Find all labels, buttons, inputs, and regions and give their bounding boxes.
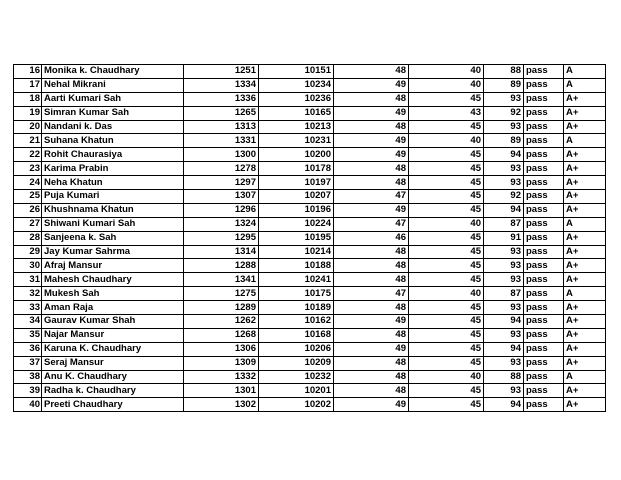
table-row (14, 356, 606, 370)
symbol-number-cell: 1297 (184, 176, 259, 190)
result-cell: pass (524, 176, 564, 190)
result-cell: pass (524, 328, 564, 342)
total-marks-cell: 93 (484, 356, 524, 370)
marks-first-cell: 49 (334, 203, 409, 217)
registration-number-cell: 10231 (259, 134, 334, 148)
symbol-number-cell: 1251 (184, 65, 259, 79)
table-body (14, 65, 606, 412)
marks-first-cell: 49 (334, 342, 409, 356)
result-cell: pass (524, 301, 564, 315)
marks-first-cell: 47 (334, 190, 409, 204)
marks-second-cell: 45 (409, 315, 484, 329)
marks-first-cell: 47 (334, 217, 409, 231)
table-row (14, 162, 606, 176)
table-row (14, 92, 606, 106)
registration-number-cell: 10206 (259, 342, 334, 356)
registration-number-cell: 10200 (259, 148, 334, 162)
marks-second-cell: 45 (409, 176, 484, 190)
symbol-number-cell: 1331 (184, 134, 259, 148)
grade-cell: A+ (564, 273, 606, 287)
serial-number-cell: 33 (14, 301, 42, 315)
marks-second-cell: 45 (409, 120, 484, 134)
student-name-cell: Karuna K. Chaudhary (42, 342, 184, 356)
symbol-number-cell: 1300 (184, 148, 259, 162)
marks-second-cell: 45 (409, 342, 484, 356)
symbol-number-cell: 1334 (184, 78, 259, 92)
marks-first-cell: 49 (334, 134, 409, 148)
marks-first-cell: 48 (334, 301, 409, 315)
marks-second-cell: 45 (409, 301, 484, 315)
symbol-number-cell: 1268 (184, 328, 259, 342)
table-row (14, 203, 606, 217)
marks-first-cell: 47 (334, 287, 409, 301)
grade-cell: A+ (564, 106, 606, 120)
grade-cell: A (564, 370, 606, 384)
marks-first-cell: 48 (334, 120, 409, 134)
serial-number-cell: 23 (14, 162, 42, 176)
registration-number-cell: 10188 (259, 259, 334, 273)
registration-number-cell: 10234 (259, 78, 334, 92)
grade-cell: A (564, 78, 606, 92)
result-cell: pass (524, 203, 564, 217)
registration-number-cell: 10178 (259, 162, 334, 176)
table-row (14, 328, 606, 342)
student-name-cell: Karima Prabin (42, 162, 184, 176)
table-row (14, 259, 606, 273)
grade-cell: A+ (564, 356, 606, 370)
student-name-cell: Nandani k. Das (42, 120, 184, 134)
total-marks-cell: 92 (484, 106, 524, 120)
student-name-cell: Jay Kumar Sahrma (42, 245, 184, 259)
marks-first-cell: 49 (334, 398, 409, 412)
student-name-cell: Aman Raja (42, 301, 184, 315)
serial-number-cell: 35 (14, 328, 42, 342)
registration-number-cell: 10168 (259, 328, 334, 342)
result-cell: pass (524, 78, 564, 92)
marks-first-cell: 48 (334, 356, 409, 370)
marks-first-cell: 49 (334, 315, 409, 329)
registration-number-cell: 10241 (259, 273, 334, 287)
result-cell: pass (524, 259, 564, 273)
result-cell: pass (524, 384, 564, 398)
student-name-cell: Preeti Chaudhary (42, 398, 184, 412)
table-row (14, 106, 606, 120)
marks-second-cell: 40 (409, 78, 484, 92)
serial-number-cell: 20 (14, 120, 42, 134)
total-marks-cell: 94 (484, 342, 524, 356)
result-cell: pass (524, 120, 564, 134)
student-name-cell: Radha k. Chaudhary (42, 384, 184, 398)
serial-number-cell: 32 (14, 287, 42, 301)
registration-number-cell: 10232 (259, 370, 334, 384)
table-row (14, 398, 606, 412)
serial-number-cell: 17 (14, 78, 42, 92)
grade-cell: A+ (564, 190, 606, 204)
registration-number-cell: 10202 (259, 398, 334, 412)
marks-first-cell: 48 (334, 273, 409, 287)
registration-number-cell: 10162 (259, 315, 334, 329)
result-cell: pass (524, 231, 564, 245)
student-name-cell: Simran Kumar Sah (42, 106, 184, 120)
marks-first-cell: 48 (334, 384, 409, 398)
table-row (14, 273, 606, 287)
result-cell: pass (524, 370, 564, 384)
grade-cell: A+ (564, 301, 606, 315)
table-row (14, 342, 606, 356)
marks-second-cell: 45 (409, 398, 484, 412)
symbol-number-cell: 1278 (184, 162, 259, 176)
table-row (14, 370, 606, 384)
marks-second-cell: 40 (409, 65, 484, 79)
grade-cell: A+ (564, 176, 606, 190)
grade-cell: A+ (564, 162, 606, 176)
serial-number-cell: 27 (14, 217, 42, 231)
student-name-cell: Shiwani Kumari Sah (42, 217, 184, 231)
total-marks-cell: 93 (484, 120, 524, 134)
table-row (14, 190, 606, 204)
serial-number-cell: 22 (14, 148, 42, 162)
symbol-number-cell: 1306 (184, 342, 259, 356)
student-name-cell: Afraj Mansur (42, 259, 184, 273)
symbol-number-cell: 1336 (184, 92, 259, 106)
total-marks-cell: 91 (484, 231, 524, 245)
total-marks-cell: 94 (484, 315, 524, 329)
student-name-cell: Monika k. Chaudhary (42, 65, 184, 79)
marks-second-cell: 40 (409, 217, 484, 231)
result-table (13, 64, 606, 412)
result-cell: pass (524, 356, 564, 370)
grade-cell: A+ (564, 315, 606, 329)
result-cell: pass (524, 245, 564, 259)
marks-second-cell: 40 (409, 287, 484, 301)
marks-second-cell: 45 (409, 92, 484, 106)
result-cell: pass (524, 398, 564, 412)
total-marks-cell: 88 (484, 370, 524, 384)
student-name-cell: Nehal Mikrani (42, 78, 184, 92)
marks-second-cell: 45 (409, 190, 484, 204)
marks-second-cell: 45 (409, 273, 484, 287)
marks-second-cell: 45 (409, 328, 484, 342)
serial-number-cell: 40 (14, 398, 42, 412)
total-marks-cell: 94 (484, 398, 524, 412)
total-marks-cell: 93 (484, 273, 524, 287)
marks-second-cell: 45 (409, 231, 484, 245)
symbol-number-cell: 1265 (184, 106, 259, 120)
serial-number-cell: 31 (14, 273, 42, 287)
marks-first-cell: 46 (334, 231, 409, 245)
marks-first-cell: 48 (334, 328, 409, 342)
result-cell: pass (524, 287, 564, 301)
grade-cell: A+ (564, 120, 606, 134)
total-marks-cell: 93 (484, 162, 524, 176)
result-cell: pass (524, 65, 564, 79)
serial-number-cell: 36 (14, 342, 42, 356)
student-name-cell: Najar Mansur (42, 328, 184, 342)
serial-number-cell: 28 (14, 231, 42, 245)
marks-second-cell: 45 (409, 245, 484, 259)
marks-second-cell: 45 (409, 356, 484, 370)
grade-cell: A+ (564, 342, 606, 356)
student-name-cell: Gaurav Kumar Shah (42, 315, 184, 329)
grade-cell: A+ (564, 328, 606, 342)
marks-first-cell: 48 (334, 259, 409, 273)
total-marks-cell: 89 (484, 134, 524, 148)
table-row (14, 384, 606, 398)
student-name-cell: Seraj Mansur (42, 356, 184, 370)
result-cell: pass (524, 315, 564, 329)
total-marks-cell: 87 (484, 217, 524, 231)
table-row (14, 245, 606, 259)
total-marks-cell: 92 (484, 190, 524, 204)
student-name-cell: Sanjeena k. Sah (42, 231, 184, 245)
serial-number-cell: 29 (14, 245, 42, 259)
table-row (14, 301, 606, 315)
result-cell: pass (524, 106, 564, 120)
marks-second-cell: 40 (409, 370, 484, 384)
marks-first-cell: 49 (334, 106, 409, 120)
result-cell: pass (524, 92, 564, 106)
student-name-cell: Mukesh Sah (42, 287, 184, 301)
grade-cell: A+ (564, 92, 606, 106)
table-row (14, 78, 606, 92)
registration-number-cell: 10201 (259, 384, 334, 398)
student-name-cell: Neha Khatun (42, 176, 184, 190)
grade-cell: A+ (564, 231, 606, 245)
registration-number-cell: 10165 (259, 106, 334, 120)
result-cell: pass (524, 273, 564, 287)
marks-second-cell: 40 (409, 134, 484, 148)
symbol-number-cell: 1262 (184, 315, 259, 329)
result-cell: pass (524, 190, 564, 204)
symbol-number-cell: 1313 (184, 120, 259, 134)
registration-number-cell: 10214 (259, 245, 334, 259)
marks-first-cell: 48 (334, 65, 409, 79)
serial-number-cell: 34 (14, 315, 42, 329)
grade-cell: A (564, 217, 606, 231)
marks-first-cell: 48 (334, 370, 409, 384)
serial-number-cell: 26 (14, 203, 42, 217)
symbol-number-cell: 1295 (184, 231, 259, 245)
registration-number-cell: 10209 (259, 356, 334, 370)
marks-second-cell: 45 (409, 148, 484, 162)
grade-cell: A+ (564, 148, 606, 162)
total-marks-cell: 88 (484, 65, 524, 79)
marks-second-cell: 45 (409, 162, 484, 176)
table-row (14, 120, 606, 134)
symbol-number-cell: 1301 (184, 384, 259, 398)
result-cell: pass (524, 148, 564, 162)
registration-number-cell: 10224 (259, 217, 334, 231)
registration-number-cell: 10197 (259, 176, 334, 190)
symbol-number-cell: 1324 (184, 217, 259, 231)
total-marks-cell: 93 (484, 92, 524, 106)
symbol-number-cell: 1332 (184, 370, 259, 384)
marks-first-cell: 48 (334, 176, 409, 190)
marks-second-cell: 45 (409, 203, 484, 217)
table-row (14, 148, 606, 162)
serial-number-cell: 38 (14, 370, 42, 384)
marks-second-cell: 43 (409, 106, 484, 120)
result-cell: pass (524, 134, 564, 148)
serial-number-cell: 30 (14, 259, 42, 273)
total-marks-cell: 93 (484, 176, 524, 190)
table-row (14, 176, 606, 190)
registration-number-cell: 10213 (259, 120, 334, 134)
serial-number-cell: 37 (14, 356, 42, 370)
table-row (14, 217, 606, 231)
symbol-number-cell: 1296 (184, 203, 259, 217)
total-marks-cell: 93 (484, 384, 524, 398)
serial-number-cell: 25 (14, 190, 42, 204)
table-row (14, 134, 606, 148)
marks-second-cell: 45 (409, 259, 484, 273)
grade-cell: A (564, 287, 606, 301)
total-marks-cell: 93 (484, 245, 524, 259)
symbol-number-cell: 1302 (184, 398, 259, 412)
student-name-cell: Khushnama Khatun (42, 203, 184, 217)
total-marks-cell: 94 (484, 203, 524, 217)
registration-number-cell: 10195 (259, 231, 334, 245)
student-name-cell: Rohit Chaurasiya (42, 148, 184, 162)
symbol-number-cell: 1341 (184, 273, 259, 287)
serial-number-cell: 18 (14, 92, 42, 106)
serial-number-cell: 21 (14, 134, 42, 148)
total-marks-cell: 87 (484, 287, 524, 301)
result-cell: pass (524, 217, 564, 231)
grade-cell: A+ (564, 203, 606, 217)
marks-second-cell: 45 (409, 384, 484, 398)
total-marks-cell: 93 (484, 259, 524, 273)
table-row (14, 65, 606, 79)
registration-number-cell: 10207 (259, 190, 334, 204)
registration-number-cell: 10196 (259, 203, 334, 217)
marks-first-cell: 48 (334, 92, 409, 106)
marks-first-cell: 49 (334, 78, 409, 92)
symbol-number-cell: 1288 (184, 259, 259, 273)
grade-cell: A+ (564, 398, 606, 412)
result-cell: pass (524, 342, 564, 356)
symbol-number-cell: 1289 (184, 301, 259, 315)
table-row (14, 231, 606, 245)
result-cell: pass (524, 162, 564, 176)
serial-number-cell: 24 (14, 176, 42, 190)
serial-number-cell: 19 (14, 106, 42, 120)
marks-first-cell: 48 (334, 162, 409, 176)
grade-cell: A (564, 65, 606, 79)
total-marks-cell: 93 (484, 328, 524, 342)
symbol-number-cell: 1275 (184, 287, 259, 301)
registration-number-cell: 10189 (259, 301, 334, 315)
registration-number-cell: 10175 (259, 287, 334, 301)
grade-cell: A (564, 134, 606, 148)
grade-cell: A+ (564, 245, 606, 259)
symbol-number-cell: 1309 (184, 356, 259, 370)
student-name-cell: Aarti Kumari Sah (42, 92, 184, 106)
total-marks-cell: 93 (484, 301, 524, 315)
grade-cell: A+ (564, 259, 606, 273)
symbol-number-cell: 1314 (184, 245, 259, 259)
registration-number-cell: 10151 (259, 65, 334, 79)
table-row (14, 287, 606, 301)
student-name-cell: Anu K. Chaudhary (42, 370, 184, 384)
student-name-cell: Suhana Khatun (42, 134, 184, 148)
serial-number-cell: 16 (14, 65, 42, 79)
total-marks-cell: 94 (484, 148, 524, 162)
grade-cell: A+ (564, 384, 606, 398)
total-marks-cell: 89 (484, 78, 524, 92)
student-name-cell: Puja Kumari (42, 190, 184, 204)
serial-number-cell: 39 (14, 384, 42, 398)
table-row (14, 315, 606, 329)
symbol-number-cell: 1307 (184, 190, 259, 204)
registration-number-cell: 10236 (259, 92, 334, 106)
marks-first-cell: 48 (334, 245, 409, 259)
student-name-cell: Mahesh Chaudhary (42, 273, 184, 287)
marks-first-cell: 49 (334, 148, 409, 162)
